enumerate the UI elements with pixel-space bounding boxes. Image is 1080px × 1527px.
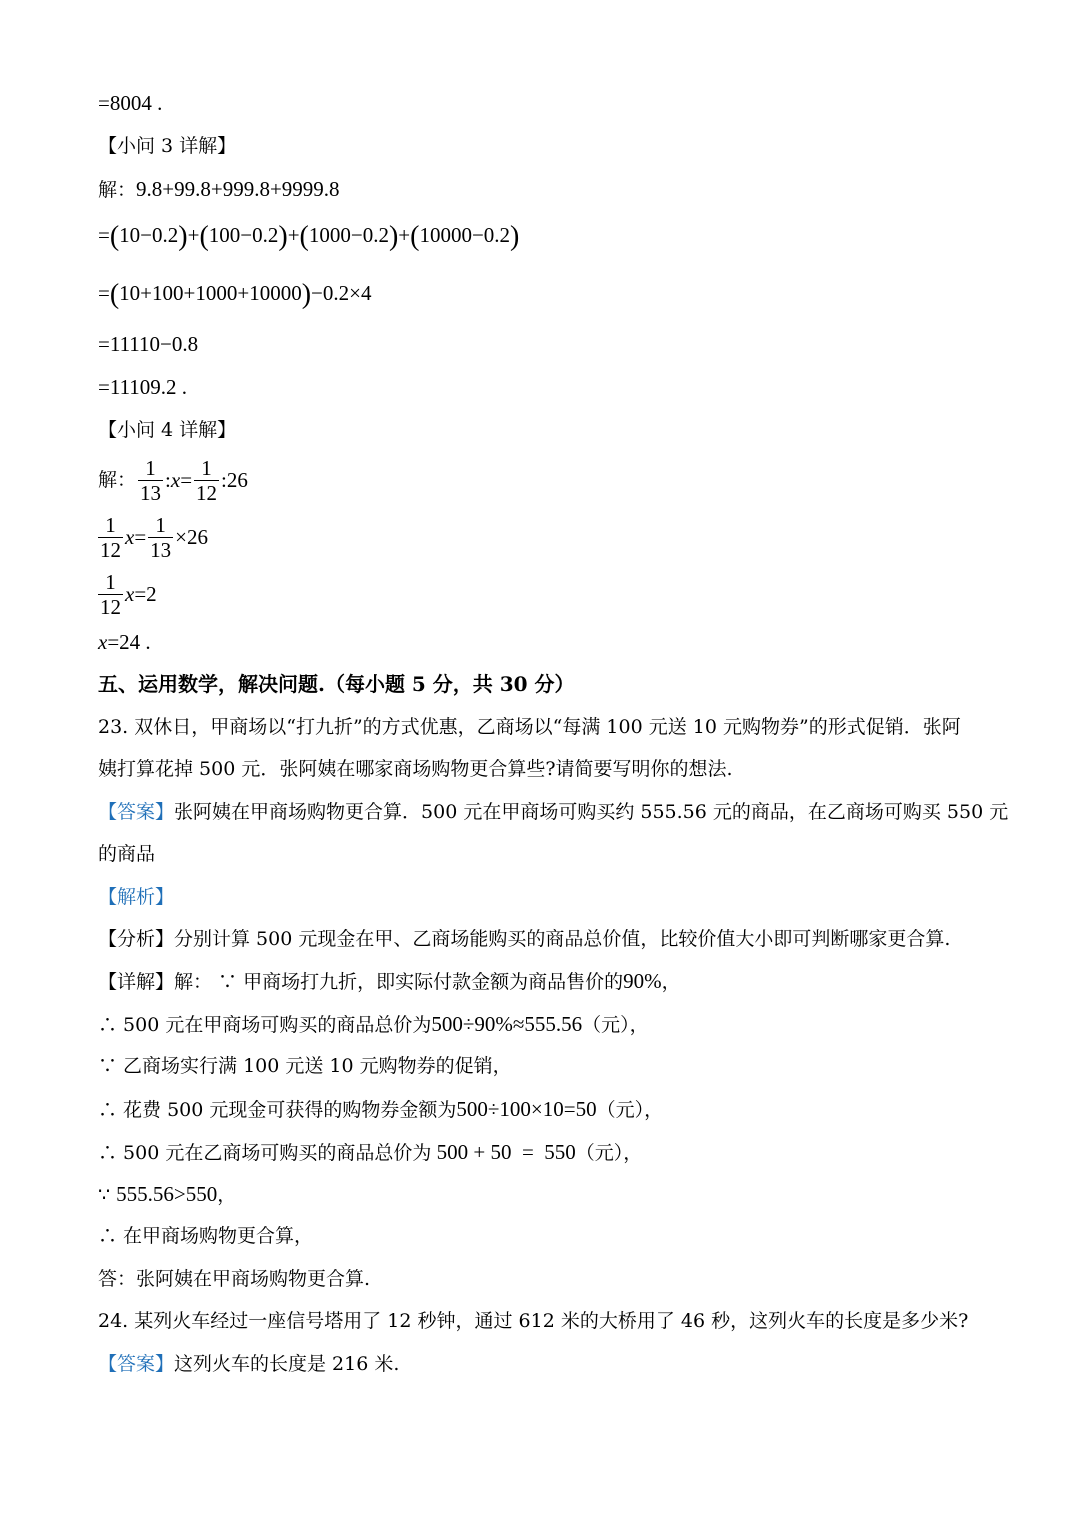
expression: 9.8+99.8+999.8+9999.8 [136,177,340,201]
detail-line: ∴ 500 元在乙商场可购买的商品总价为 500 + 50 = 550（元）， [98,1140,643,1164]
term: 100−0.2 [208,223,279,247]
math-inline: 555.56>550 [116,1182,218,1206]
equation-line: =11109.2 . [98,375,188,399]
math-inline: 500 + 50 = 550 [431,1140,576,1164]
question-text: 23. 双休日，甲商场以“打九折”的方式优惠，乙商场以“每满 100 元送 10 元购物券”的形式促销．张阿 [98,716,961,738]
equation-line [98,629,151,655]
variable: x [98,630,108,654]
term: 1000−0.2 [308,223,389,247]
equals-sign: = [134,525,147,549]
detail-line: ∴ 500 元在甲商场可购买的商品总价为500÷90%≈555.56（元）， [98,1012,649,1036]
answer-tag: 【答案】 [98,1353,175,1375]
answer-text: 张阿姨在甲商场购物更合算．500 元在甲商场可购买约 555.56 元的商品，在乙商场可购买 550 元 [174,801,1009,823]
equation-line [98,452,248,507]
fraction: $\frac{1}{13}$ [140,455,162,505]
subquestion-heading: 【小问 4 详解】 [98,419,237,441]
variable: x [170,468,181,492]
term: =24 . [107,630,151,654]
equation-line: =(10−0.2)+(100−0.2)+(1000−0.2)+(10000−0.2) [98,221,520,252]
detail-line: ∴ 花费 500 元现金可获得的购物券金额为500÷100×10=50（元）， [98,1097,664,1121]
equation-line: =8004 . [98,91,163,115]
term: 10000−0.2 [419,223,511,247]
term: 10+100+1000+10000 [119,281,302,305]
analysis-text: 【分析】分别计算 500 元现金在甲、乙商场能购买的商品总价值，比较价值大小即可判断哪家更合算. [98,928,951,950]
math-inline: 90% [623,969,662,993]
plus-sign: + [287,223,300,247]
fraction: $\frac{1}{12}$ [100,569,121,619]
term: ×26 [175,525,209,549]
detail-line: ∵ 乙商场实行满 100 元送 10 元购物券的促销， [98,1055,512,1077]
plus-sign: + [398,223,411,247]
detail-line: 【详解】解： ∵ 甲商场打九折，即实际付款金额为商品售价的90%， [98,969,681,993]
plus-sign: + [187,223,200,247]
answer-line [98,1351,399,1377]
equals-sign: = [180,468,193,492]
variable: x [125,525,135,549]
equation-line [98,509,208,564]
equation-line: =(10+100+1000+10000)−0.2×4 [98,279,372,310]
question-text: 24. 某列火车经过一座信号塔用了 12 秒钟，通过 612 米的大桥用了 46 秒，这列火车的长度是多少米? [98,1310,969,1332]
equation-line [98,176,340,203]
term: =2 [134,582,157,606]
detail-line: ∵ 555.56>550， [98,1182,237,1206]
fraction: $\frac{1}{12}$ [196,455,218,505]
math-inline: 500÷100×10=50 [456,1097,597,1121]
answer-tag: 【答案】 [98,801,175,823]
term: :26 [221,468,248,492]
subquestion-heading: 【小问 3 详解】 [98,135,237,157]
analysis-tag: 【解析】 [98,886,175,908]
detail-line: 答：张阿姨在甲商场购物更合算. [98,1268,371,1290]
fraction: $\frac{1}{12}$ [100,512,121,562]
solve-label: 解： [98,179,137,201]
equals-sign: = [98,281,110,305]
detail-line: ∴ 在甲商场购物更合算， [98,1225,314,1247]
fraction: $\frac{1}{13}$ [150,512,172,562]
term: −0.2×4 [311,281,372,305]
math-inline: 500÷90%≈555.56 [431,1012,583,1036]
answer-text: 这列火车的长度是 216 米. [174,1353,400,1375]
answer-text: 的商品 [98,843,156,865]
equals-sign: = [98,223,110,247]
question-text: 姨打算花掉 500 元．张阿姨在哪家商场购物更合算些?请简要写明你的想法. [98,758,733,780]
answer-line [98,799,1008,825]
solve-label: 解： [98,469,137,491]
section-title: 五、运用数学，解决问题.（每小题 5 分，共 30 分） [98,672,575,696]
equation-line: =11110−0.8 [98,332,199,356]
ratio-sign: : [165,468,171,492]
equation-line [98,566,157,621]
variable: x [125,582,135,606]
term: 10−0.2 [119,223,179,247]
